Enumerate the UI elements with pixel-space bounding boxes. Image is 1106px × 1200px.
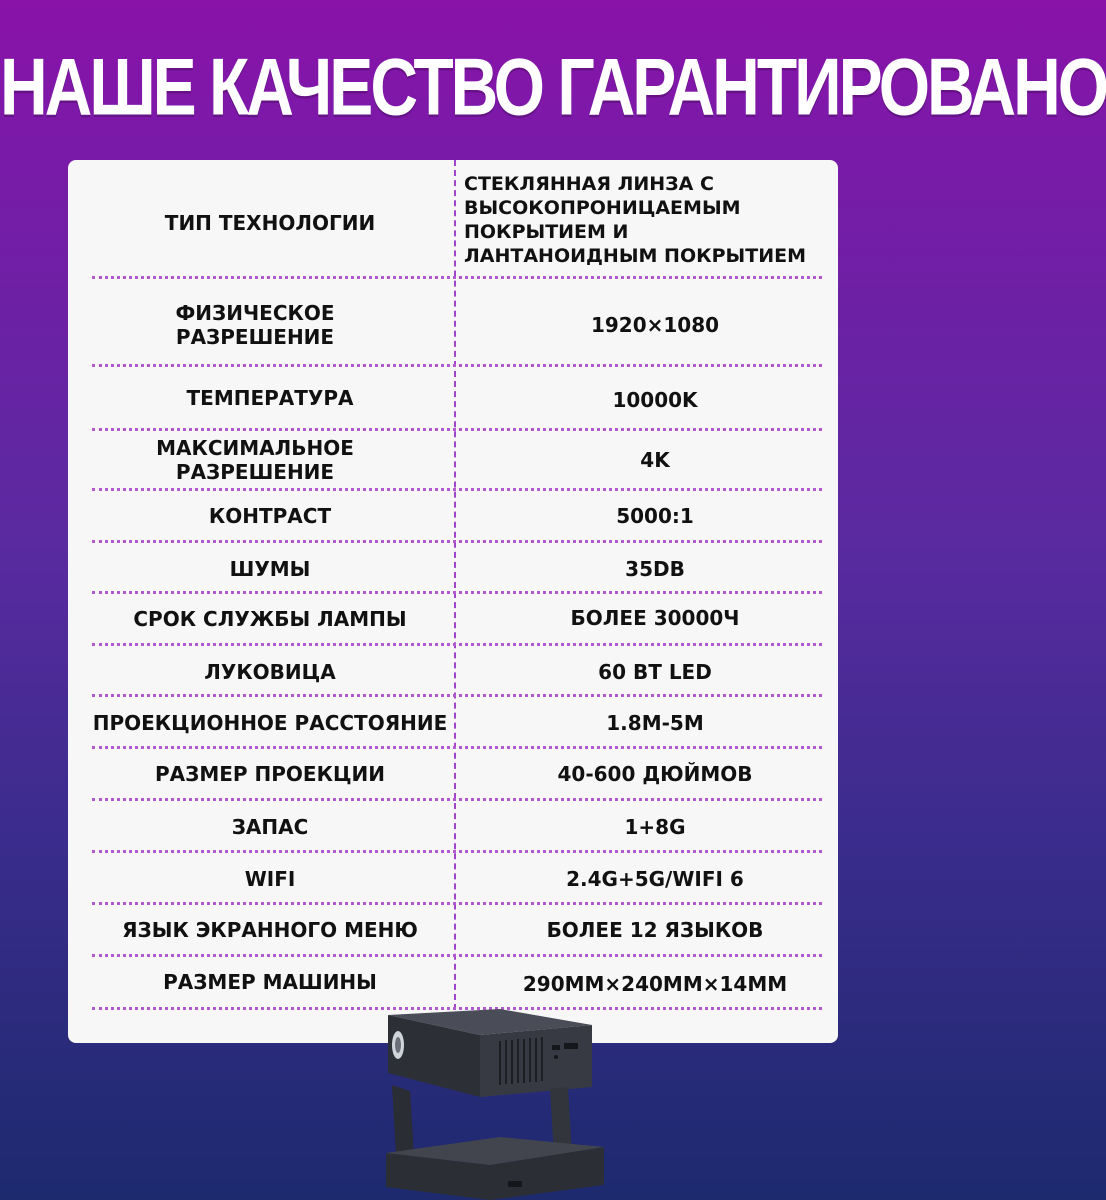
spec-label: ТЕМПЕРАТУРА — [186, 386, 354, 410]
page-title: НАШЕ КАЧЕСТВО ГАРАНТИРОВАНО — [0, 41, 1106, 132]
row-separator — [92, 488, 822, 491]
spec-value: БОЛЕЕ 30000Ч — [570, 606, 740, 630]
spec-value: 5000:1 — [616, 504, 694, 528]
spec-label: ЗАПАС — [231, 815, 309, 839]
spec-label: РАЗМЕР МАШИНЫ — [163, 970, 377, 994]
row-separator — [92, 746, 822, 749]
spec-value: 2.4G+5G/WIFI 6 — [566, 867, 744, 891]
row-separator — [92, 954, 822, 957]
spec-value: 4K — [640, 448, 670, 472]
projector-image — [380, 1005, 610, 1200]
row-separator — [92, 902, 822, 905]
spec-label: МАКСИМАЛЬНОЕ РАЗРЕШЕНИЕ — [156, 436, 354, 484]
spec-label: ЯЗЫК ЭКРАННОГО МЕНЮ — [122, 918, 418, 942]
spec-value: 40-600 ДЮЙМОВ — [557, 762, 753, 786]
spec-value: 60 BT LED — [598, 660, 712, 684]
spec-label: ЛУКОВИЦА — [204, 660, 336, 684]
spec-label: ФИЗИЧЕСКОЕ РАЗРЕШЕНИЕ — [175, 301, 335, 349]
spec-value: 1+8G — [624, 815, 686, 839]
spec-value: 290MM×240MM×14MM — [522, 972, 788, 996]
spec-label: СРОК СЛУЖБЫ ЛАМПЫ — [133, 607, 407, 631]
spec-value: 1.8M-5M — [606, 711, 704, 735]
spec-value: 1920×1080 — [590, 313, 720, 337]
spec-value: СТЕКЛЯННАЯ ЛИНЗА С ВЫСОКОПРОНИЦАЕМЫМ ПОКРЫТИЕМ И ЛАНТАНОИДНЫМ ПОКРЫТИЕМ — [464, 173, 806, 267]
row-separator — [92, 428, 822, 431]
row-separator — [92, 694, 822, 697]
row-separator — [92, 364, 822, 367]
row-separator — [92, 540, 822, 543]
row-separator — [92, 643, 822, 646]
row-separator — [92, 850, 822, 853]
spec-label: КОНТРАСТ — [208, 504, 332, 528]
spec-label: ШУМЫ — [229, 557, 311, 581]
row-separator — [92, 276, 822, 279]
spec-label: ПРОЕКЦИОННОЕ РАССТОЯНИЕ — [92, 711, 448, 735]
spec-label: ТИП ТЕХНОЛОГИИ — [164, 211, 376, 235]
spec-value: 35DB — [625, 557, 685, 581]
spec-value: 10000K — [612, 388, 698, 412]
row-separator — [92, 591, 822, 594]
spec-label: WIFI — [244, 867, 296, 891]
column-divider — [454, 160, 456, 1010]
spec-card — [68, 160, 838, 1043]
spec-label: РАЗМЕР ПРОЕКЦИИ — [155, 762, 385, 786]
row-separator — [92, 798, 822, 801]
spec-value: БОЛЕЕ 12 ЯЗЫКОВ — [546, 918, 764, 942]
